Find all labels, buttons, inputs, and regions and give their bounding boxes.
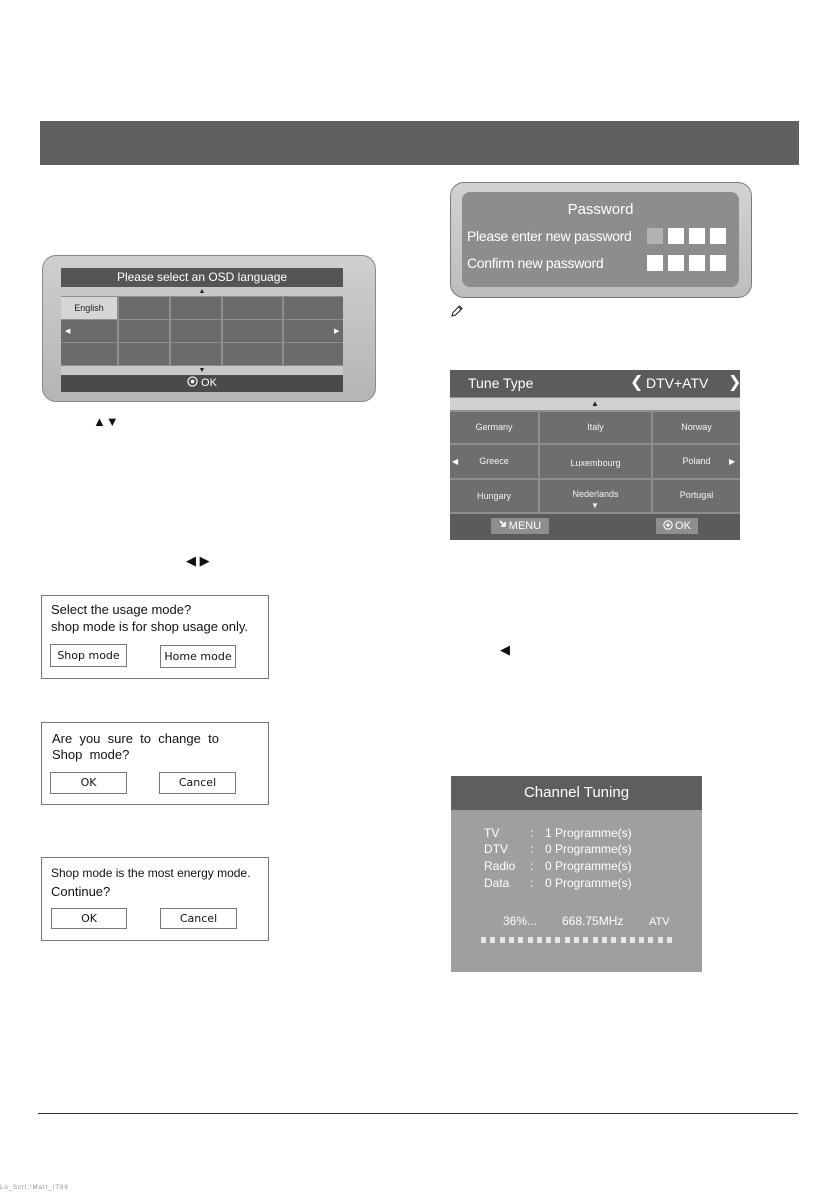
language-cell[interactable] [171, 320, 221, 342]
language-cell[interactable] [284, 297, 343, 319]
language-cell[interactable] [223, 320, 282, 342]
ok-circle-icon [187, 376, 198, 387]
tune-type-next-icon[interactable]: ❯ [728, 374, 742, 391]
scroll-right-icon[interactable]: ▶ [334, 328, 340, 335]
tuning-row-unit: Programme(s) [555, 859, 632, 873]
language-cell[interactable] [119, 320, 169, 342]
ok-button[interactable]: OK [50, 772, 127, 794]
progress-segment [528, 937, 533, 943]
home-mode-button[interactable]: Home mode [160, 645, 236, 668]
left-right-arrow-icon: ◀ ▶ [186, 553, 210, 568]
tuning-row-unit: Programme(s) [555, 842, 632, 856]
left-arrow-icon: ◀ [500, 642, 510, 657]
ok-button[interactable] [656, 518, 698, 534]
tuning-row-count: 0 [545, 859, 552, 873]
cancel-button[interactable]: Cancel [159, 772, 236, 794]
ok-circle-icon [663, 520, 673, 530]
language-cell[interactable] [119, 343, 169, 365]
progress-segment [490, 937, 495, 943]
progress-segment [630, 937, 635, 943]
scroll-up-icon[interactable]: ▲ [450, 398, 740, 410]
language-cell[interactable] [223, 343, 282, 365]
tuning-row-unit: Programme(s) [555, 876, 632, 890]
tuning-row-name: TV [484, 826, 500, 840]
cancel-button[interactable]: Cancel [160, 908, 237, 929]
confirm-digit-1[interactable] [647, 255, 663, 271]
tuning-row-sep: : [530, 876, 534, 890]
progress-segment [555, 937, 560, 943]
country-cell[interactable]: Hungary [450, 480, 538, 512]
country-cell[interactable]: Italy [540, 412, 651, 443]
progress-segment [565, 937, 570, 943]
confirm-password-label: Confirm new password [467, 255, 604, 271]
progress-segment [602, 937, 607, 943]
tune-type-label: Tune Type [468, 375, 534, 391]
tuning-row-count: 1 [545, 826, 552, 840]
confirm-question-line2: Shop mode? [52, 747, 130, 762]
tuning-row-sep: : [530, 842, 534, 856]
scroll-left-icon[interactable]: ◀ [65, 328, 71, 335]
progress-segment [509, 937, 514, 943]
scroll-down-icon[interactable]: ▼ [61, 366, 343, 375]
progress-segment [481, 937, 486, 943]
language-cell[interactable] [61, 343, 117, 365]
menu-button[interactable] [491, 518, 549, 534]
scroll-up-icon[interactable]: ▲ [61, 287, 343, 296]
progress-segment [639, 937, 644, 943]
language-ok-button[interactable] [61, 375, 343, 392]
usage-mode-note: shop mode is for shop usage only. [51, 619, 249, 634]
password-digit-1[interactable] [647, 228, 663, 244]
language-cell[interactable] [119, 297, 169, 319]
language-cell[interactable] [171, 343, 221, 365]
channel-tuning-title: Channel Tuning [451, 776, 702, 810]
tuning-progress-bar [481, 937, 675, 943]
progress-segment [611, 937, 616, 943]
password-digit-4[interactable] [710, 228, 726, 244]
tuning-row-sep: : [530, 826, 534, 840]
country-cell[interactable]: Germany [450, 412, 538, 443]
progress-segment [583, 937, 588, 943]
language-cell[interactable] [284, 343, 343, 365]
confirm-digit-2[interactable] [668, 255, 684, 271]
scroll-left-icon[interactable]: ◀ [452, 457, 459, 466]
tuning-row-count: 0 [545, 876, 552, 890]
menu-label: MENU [508, 520, 542, 532]
tuning-progress-percent: 36%... [503, 914, 538, 928]
energy-mode-continue: Continue? [51, 884, 111, 899]
energy-mode-message: Shop mode is the most energy mode. [51, 866, 251, 880]
scroll-down-icon[interactable]: ▼ [591, 501, 599, 510]
progress-segment [648, 937, 653, 943]
shop-mode-button[interactable]: Shop mode [50, 644, 127, 667]
password-digit-3[interactable] [689, 228, 705, 244]
return-icon [499, 520, 509, 530]
country-cell[interactable]: Luxembourg [540, 445, 651, 478]
tuning-row-name: Data [484, 876, 510, 890]
progress-segment [574, 937, 579, 943]
tuning-row-count: 0 [545, 842, 552, 856]
ok-label: OK [675, 520, 691, 532]
confirm-question-line1: Are you sure to change to [52, 731, 219, 746]
usage-mode-question: Select the usage mode? [51, 602, 192, 617]
page-corner-mark: Lo_Scrl;!Matt_IT99 [0, 1185, 69, 1191]
pencil-icon [450, 304, 464, 318]
country-cell[interactable]: Greece [450, 445, 538, 478]
progress-segment [546, 937, 551, 943]
tuning-row-name: DTV [484, 842, 508, 856]
enter-password-label: Please enter new password [467, 228, 632, 244]
progress-segment [537, 937, 542, 943]
tuning-row-sep: : [530, 859, 534, 873]
tune-type-header [450, 370, 740, 397]
password-title: Password [567, 201, 634, 218]
tune-type-prev-icon[interactable]: ❮ [630, 374, 644, 391]
language-cell-english[interactable]: English [61, 297, 117, 319]
language-cell[interactable] [223, 297, 282, 319]
page-footer-rule [38, 1113, 798, 1114]
ok-button[interactable]: OK [51, 908, 127, 929]
progress-segment [593, 937, 598, 943]
ok-label: OK [201, 377, 217, 389]
country-cell[interactable]: Portugal [653, 480, 740, 512]
tuning-frequency: 668.75MHz [562, 914, 624, 928]
tuning-row-name: Radio [484, 859, 516, 873]
confirm-digit-3[interactable] [689, 255, 705, 271]
country-cell[interactable]: Poland [653, 445, 740, 478]
language-cell[interactable] [171, 297, 221, 319]
scroll-right-icon[interactable]: ▶ [729, 457, 736, 466]
tuning-row-unit: Programme(s) [555, 826, 632, 840]
tuning-mode: ATV [649, 916, 670, 928]
country-cell[interactable]: Norway [653, 412, 740, 443]
progress-segment [621, 937, 626, 943]
progress-segment [518, 937, 523, 943]
confirm-digit-4[interactable] [710, 255, 726, 271]
tune-type-value[interactable]: DTV+ATV [646, 375, 709, 391]
password-digit-2[interactable] [668, 228, 684, 244]
country-cell[interactable]: Nederlands [540, 480, 651, 512]
progress-segment [667, 937, 672, 943]
section-header-bar [40, 121, 799, 165]
progress-segment [500, 937, 505, 943]
osd-language-title: Please select an OSD language [61, 268, 343, 287]
progress-segment [658, 937, 663, 943]
up-down-arrow-icon: ▲▼ [93, 414, 119, 429]
